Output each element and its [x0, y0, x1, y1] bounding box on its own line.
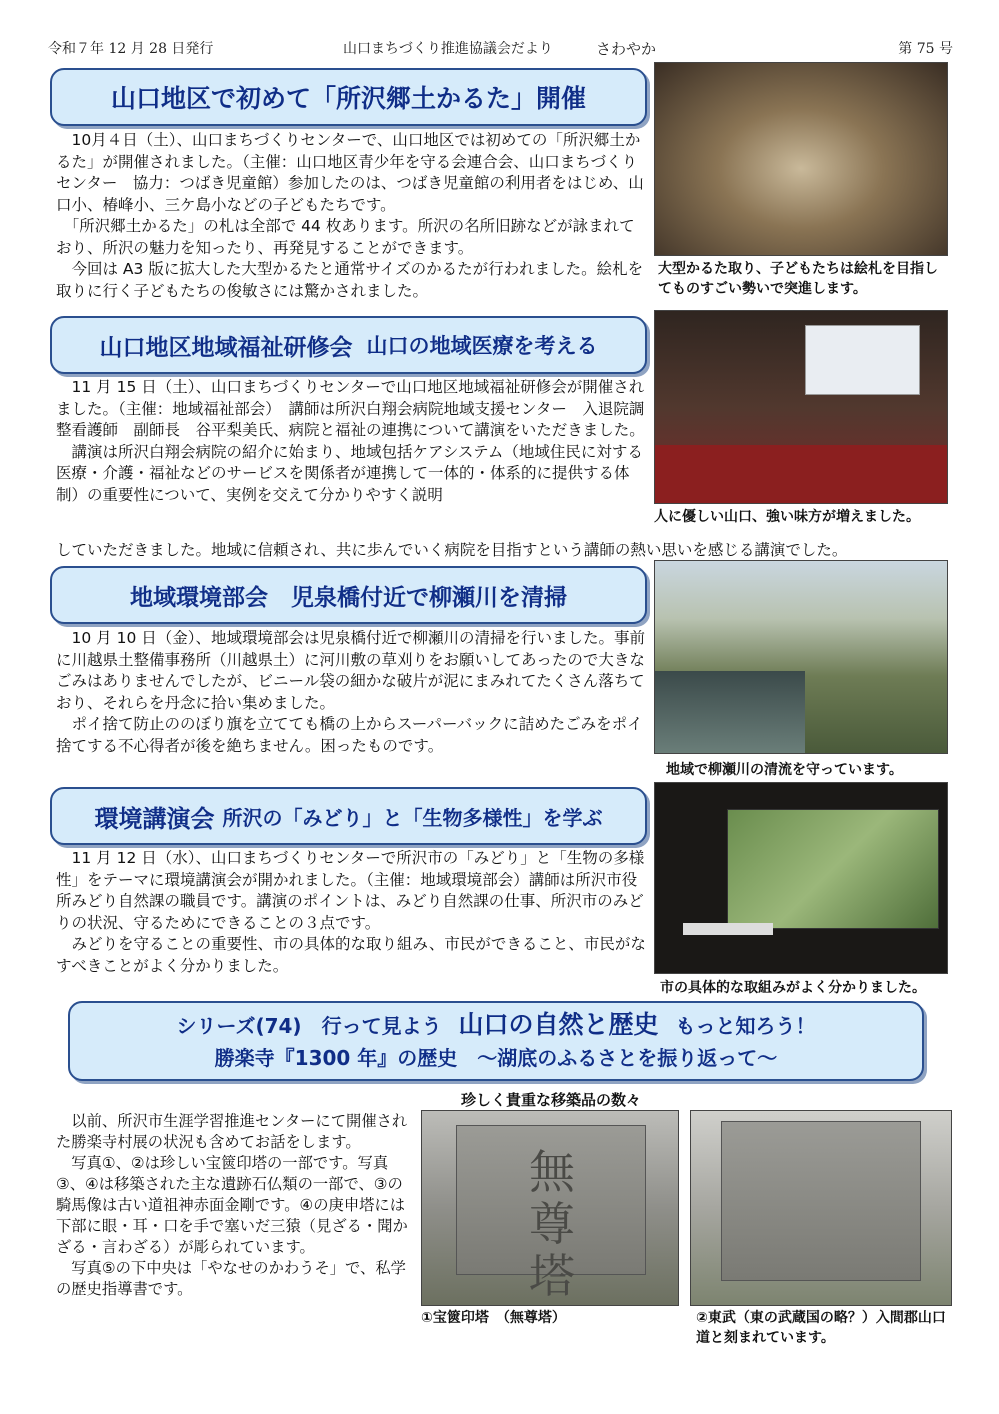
- river-channel: [655, 671, 805, 754]
- article-4-body: [56, 848, 648, 977]
- series-main-title: 山口の自然と歴史: [458, 1009, 659, 1039]
- series-title-line-1: [176, 1009, 815, 1042]
- photo-1-caption: ①宝篋印塔 （無尊塔）: [421, 1310, 566, 1326]
- series-title-banner: [68, 1001, 924, 1081]
- article-2-title-banner: [50, 316, 647, 374]
- series-suffix: もっと知ろう！: [675, 1013, 816, 1038]
- article-1-body: [56, 130, 648, 302]
- article-4-paragraph: 11 月 12 日（水）、山口まちづくりセンターで所沢市の「みどり」と「生物の多様性」をテーマに環境講演会が開かれました。（主催：地域環境部会）講師は所沢市役所みどり自然課の職員です。講演のポイントは、みどり自然課の仕事、所沢市のみどりの状況、守るためにできることの３点です。: [56, 849, 645, 932]
- article-4-paragraph: みどりを守ることの重要性、市の具体的な取り組み、市民ができること、市民がなすべきことがよく分かりました。: [56, 935, 646, 975]
- seminar-hall-photo: [654, 310, 948, 504]
- karuta-event-photo: [654, 62, 948, 256]
- speaker-desk: [683, 923, 773, 935]
- article-2-paragraph: 講演は所沢白翔会病院の紹介に始まり、地域包括ケアシステム（地域住民に対する医療・介護・福祉などのサービスを関係者が連携して一体的・体系的に提供する体制）の重要性について、実例を交えて分かりやすく説明: [56, 442, 643, 504]
- article-1-paragraph: 10月４日（土）、山口まちづくりセンターで、山口地区では初めての「所沢郷土かるた」が開催されました。（主催：山口地区青少年を守る会連合会、山口まちづくりセンター 協力：つばき児童館）参加したのは、つばき児童館の利用者をはじめ、山口小、椿峰小、三ケ島小などの子どもたちです。: [56, 131, 644, 214]
- series-paragraph: 写真①、②は珍しい宝篋印塔の一部です。写真③、④は移築された主な遺跡石仏類の一部で、③の騎馬像は古い道祖神赤面金剛です。④の庚申塔には下部に眼・耳・口を手で塞いだ三猿（見ざる・聞かざる・言わざる）が彫られています。: [56, 1154, 408, 1256]
- article-2-title: 山口地区地域福祉研修会: [99, 334, 353, 361]
- presentation-screen: [727, 809, 939, 929]
- article-3-body: [56, 628, 648, 757]
- river-cleanup-photo: [654, 560, 948, 754]
- article-1-title: 山口地区で初めて「所沢郷土かるた」開催: [110, 84, 586, 113]
- series-paragraph: 写真⑤の下中央は「やなせのかわうそ」で、私学の歴史指導書です。: [56, 1259, 406, 1298]
- article-2-subtitle: 山口の地域医療を考える: [366, 334, 598, 358]
- article-4-photo-caption: 市の具体的な取組みがよく分かりました。: [660, 980, 926, 996]
- article-3-paragraph: ポイ捨て防止ののぼり旗を立てても橋の上からスーパーバックに詰めたごみをポイ捨てする不心得者が後を絶ちません。困ったものです。: [56, 715, 643, 755]
- series-photos-heading: 珍しく貴重な移築品の数々: [460, 1091, 641, 1109]
- stone-pagoda-photo-1: [421, 1110, 679, 1306]
- article-2-body: [56, 377, 648, 506]
- stone-inscription: 無尊塔: [529, 1145, 575, 1303]
- article-1-paragraph: 「所沢郷土かるた」の札は全部で 44 枚あります。所沢の名所旧跡などが詠まれており、所沢の魅力を知ったり、再発見することができます。: [56, 217, 635, 257]
- issue-number: 第 75 号: [898, 41, 953, 57]
- article-1-photo-caption: 大型かるた取り、子どもたちは絵札を目指してものすごい勢いで突進します。: [658, 261, 938, 297]
- series-prefix: シリーズ(74) 行って見よう: [176, 1013, 442, 1038]
- series-body: [56, 1111, 412, 1300]
- issue-date: 令和７年 12 月 28 日発行: [48, 41, 214, 57]
- newsletter-name: さわやか: [596, 40, 657, 58]
- article-3-title: 地域環境部会 児泉橋付近で柳瀬川を清掃: [130, 584, 567, 611]
- article-4-title-banner: [50, 787, 647, 845]
- stone-monument: [456, 1125, 646, 1303]
- projector-screen: [805, 325, 920, 395]
- article-4-subtitle: 所沢の「みどり」と「生物多様性」を学ぶ: [222, 805, 603, 830]
- article-1-title-banner: [50, 68, 647, 126]
- article-3-photo-caption: 地域で柳瀬川の清流を守っています。: [666, 762, 903, 778]
- article-2-paragraph: 11 月 15 日（土）、山口まちづくりセンターで山口地区地域福祉研修会が開催されました。（主催：地域福祉部会） 講師は所沢白翔会病院地域支援センター 入退院調整看護師 副師長 谷平梨美氏、病院と福祉の連携について講演をいただきました。: [56, 378, 645, 439]
- publisher-name: 山口まちづくり推進協議会だより: [343, 41, 553, 57]
- stone-pagoda-photo-2: [690, 1110, 952, 1306]
- article-4-title: 環境講演会: [94, 804, 215, 833]
- series-paragraph: 以前、所沢市生涯学習推進センターにて開催された勝楽寺村展の状況も含めてお話をします。: [56, 1112, 408, 1151]
- article-1-paragraph: 今回は A3 版に拡大した大型かるたと通常サイズのかるたが行われました。絵札を取りに行く子どもたちの俊敏さには驚かされました。: [56, 260, 644, 300]
- article-2-wide-line: していただきました。地域に信頼され、共に歩んでいく病院を目指すという講師の熱い思いを感じる講演でした。: [56, 541, 848, 559]
- article-2-photo-caption: 人に優しい山口、強い味方が増えました。: [654, 509, 920, 525]
- lecture-stage-photo: [654, 782, 948, 974]
- page-header: [48, 38, 953, 60]
- stone-monument: [721, 1121, 921, 1281]
- series-title-line-2: 勝楽寺『1300 年』の歴史 ～湖底のふるさとを振り返って～: [214, 1045, 778, 1070]
- audience-seats: [655, 445, 947, 503]
- article-3-title-banner: [50, 566, 647, 624]
- photo-2-caption: ②東武（東の武蔵国の略？）入間郡山口道と刻まれています。: [696, 1310, 946, 1346]
- article-3-paragraph: 10 月 10 日（金）、地域環境部会は児泉橋付近で柳瀬川の清掃を行いました。事前に川越県土整備事務所（川越県土）に河川敷の草刈りをお願いしてあったので大きなごみはありませんでしたが、ビニール袋の細かな破片が泥にまみれてたくさん落ちており、それらを丹念に拾い集めました。: [56, 629, 645, 712]
